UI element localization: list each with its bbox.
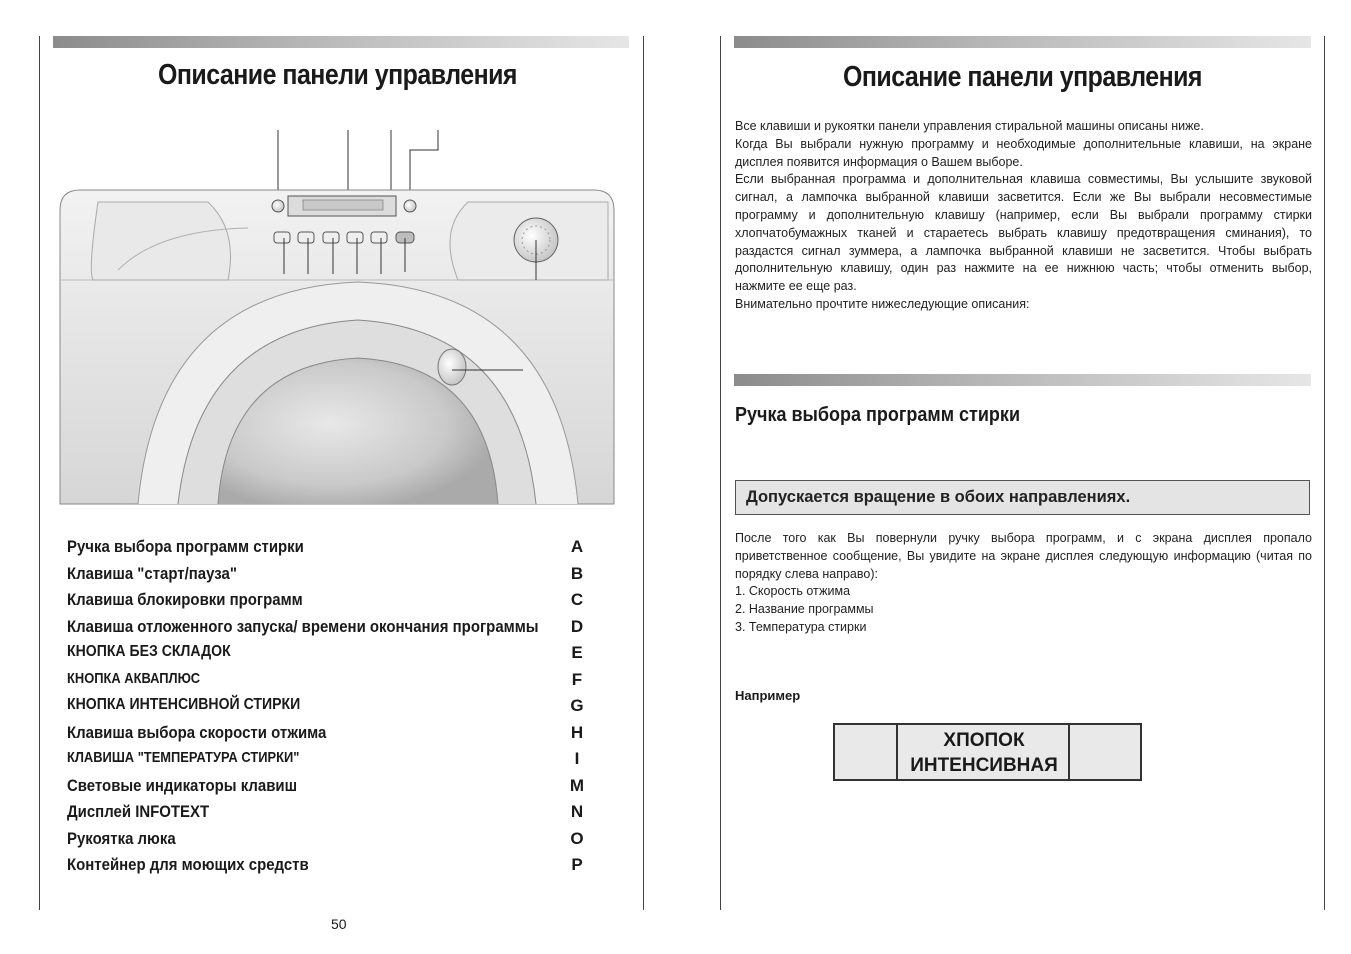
list-item: 1. Скорость отжима (735, 584, 851, 598)
intro-paragraph: Внимательно прочтите нижеследующие описания: (735, 296, 1030, 311)
legend-row (67, 564, 587, 591)
notice-box (735, 480, 1310, 515)
legend-letter: B (570, 563, 584, 583)
legend-letter: C (570, 590, 584, 609)
intro-paragraph: Если выбранная программа и дополнительная клавиша совместимы, Вы услышите звуковой сигнал, а лампочка выбранной клавиши засветится. Если же Вы выбрали несовместимые программу и дополнительную клавишу (например, если Вы выбрали программу стирки хлопчатобумажных тканей и стараетесь выбрать клавишу предотвращения сминания), то раздастся сигнал зуммера, а лампочка выбранной клавиши не засветится. Чтобы выбрать дополнительную клавишу, один раз нажмите на ее нижнюю часть; чтобы отменить выбор, нажмите ее еще раз. (735, 172, 1312, 294)
legend-row (67, 723, 587, 750)
notice-text: Допускается вращение в обоих направлениях. (746, 488, 1131, 506)
left-page-title: Описание панели управления (158, 59, 517, 91)
legend-letter: N (570, 802, 584, 821)
legend-label: Световые индикаторы клавиш (67, 775, 298, 795)
legend-label: КЛАВИША "ТЕМПЕРАТУРА СТИРКИ" (67, 749, 300, 766)
legend-row (67, 749, 587, 776)
legend-row (67, 855, 587, 882)
legend-label: Клавиша "старт/пауза" (67, 563, 237, 583)
legend-row (67, 776, 587, 803)
legend-row (67, 537, 587, 564)
legend-letter: P (571, 855, 583, 874)
legend-label: Клавиша отложенного запуска/ времени окончания программы (67, 616, 539, 636)
legend-letter: G (570, 696, 584, 715)
right-page-left-border (720, 36, 721, 910)
legend-letter: D (570, 616, 584, 636)
control-panel-illustration (58, 130, 618, 515)
display-example (833, 723, 1142, 781)
legend-letter: A (570, 537, 584, 556)
legend-row (67, 696, 587, 723)
washing-machine-drawing (58, 130, 618, 510)
left-header-bar (53, 36, 629, 48)
display-cell-program (898, 725, 1070, 779)
legend-letter: M (569, 775, 585, 795)
display-line: ХПОПОК (943, 730, 1025, 751)
legend-label: КНОПКА БЕЗ СКЛАДОК (67, 643, 231, 660)
legend-letter: F (571, 669, 583, 689)
legend-label: КНОПКА АКВАПЛЮС (67, 669, 201, 687)
display-cell-speed (835, 725, 898, 779)
legend-row (67, 617, 587, 644)
display-line: ИНТЕНСИВНАЯ (910, 755, 1058, 776)
info-list (735, 582, 1312, 636)
legend-row (67, 590, 587, 617)
legend-letter: E (571, 643, 583, 662)
page-number: 50 (331, 916, 347, 932)
legend-row (67, 643, 587, 670)
legend-letter: H (570, 722, 584, 742)
legend-letter: O (570, 828, 584, 848)
list-item: 2. Название программы (735, 602, 874, 616)
intro-paragraph: Все клавиши и рукоятки панели управления стиральной машины описаны ниже. (735, 119, 1204, 133)
legend-letter: I (574, 749, 580, 768)
example-label: Например (735, 688, 801, 703)
after-text (735, 530, 1312, 583)
legend-label: Дисплей INFOTEXT (67, 802, 210, 821)
left-page-left-border (39, 36, 40, 910)
right-page-title: Описание панели управления (843, 61, 1202, 93)
section-title: Ручка выбора программ стирки (735, 404, 1021, 426)
intro-text (735, 118, 1312, 314)
legend-label: КНОПКА ИНТЕНСИВНОЙ СТИРКИ (67, 696, 301, 713)
legend-row (67, 802, 587, 829)
after-paragraph: После того как Вы повернули ручку выбора программ, и с экрана дисплея пропало приветственное сообщение, Вы увидите на экране дисплея следующую информацию (читая по порядку слева направо): (735, 531, 1312, 581)
legend-label: Рукоятка люка (67, 828, 176, 848)
left-page-right-border (643, 36, 644, 910)
legend-row (67, 829, 587, 856)
legend-label: Контейнер для моющих средств (67, 855, 309, 874)
list-item: 3. Температура стирки (735, 620, 867, 634)
legend-label: Клавиша выбора скорости отжима (67, 722, 327, 742)
legend-label: Клавиша блокировки программ (67, 590, 303, 609)
intro-paragraph: Когда Вы выбрали нужную программу и необходимые дополнительные клавиши, на экране дисплея появится информация о Вашем выборе. (735, 136, 1312, 169)
legend-list (67, 537, 587, 882)
right-header-bar (734, 36, 1311, 48)
section-divider-bar (734, 374, 1311, 386)
legend-label: Ручка выбора программ стирки (67, 537, 304, 556)
legend-row (67, 670, 587, 697)
display-cell-temperature (1068, 725, 1140, 779)
right-page-right-border (1324, 36, 1325, 910)
